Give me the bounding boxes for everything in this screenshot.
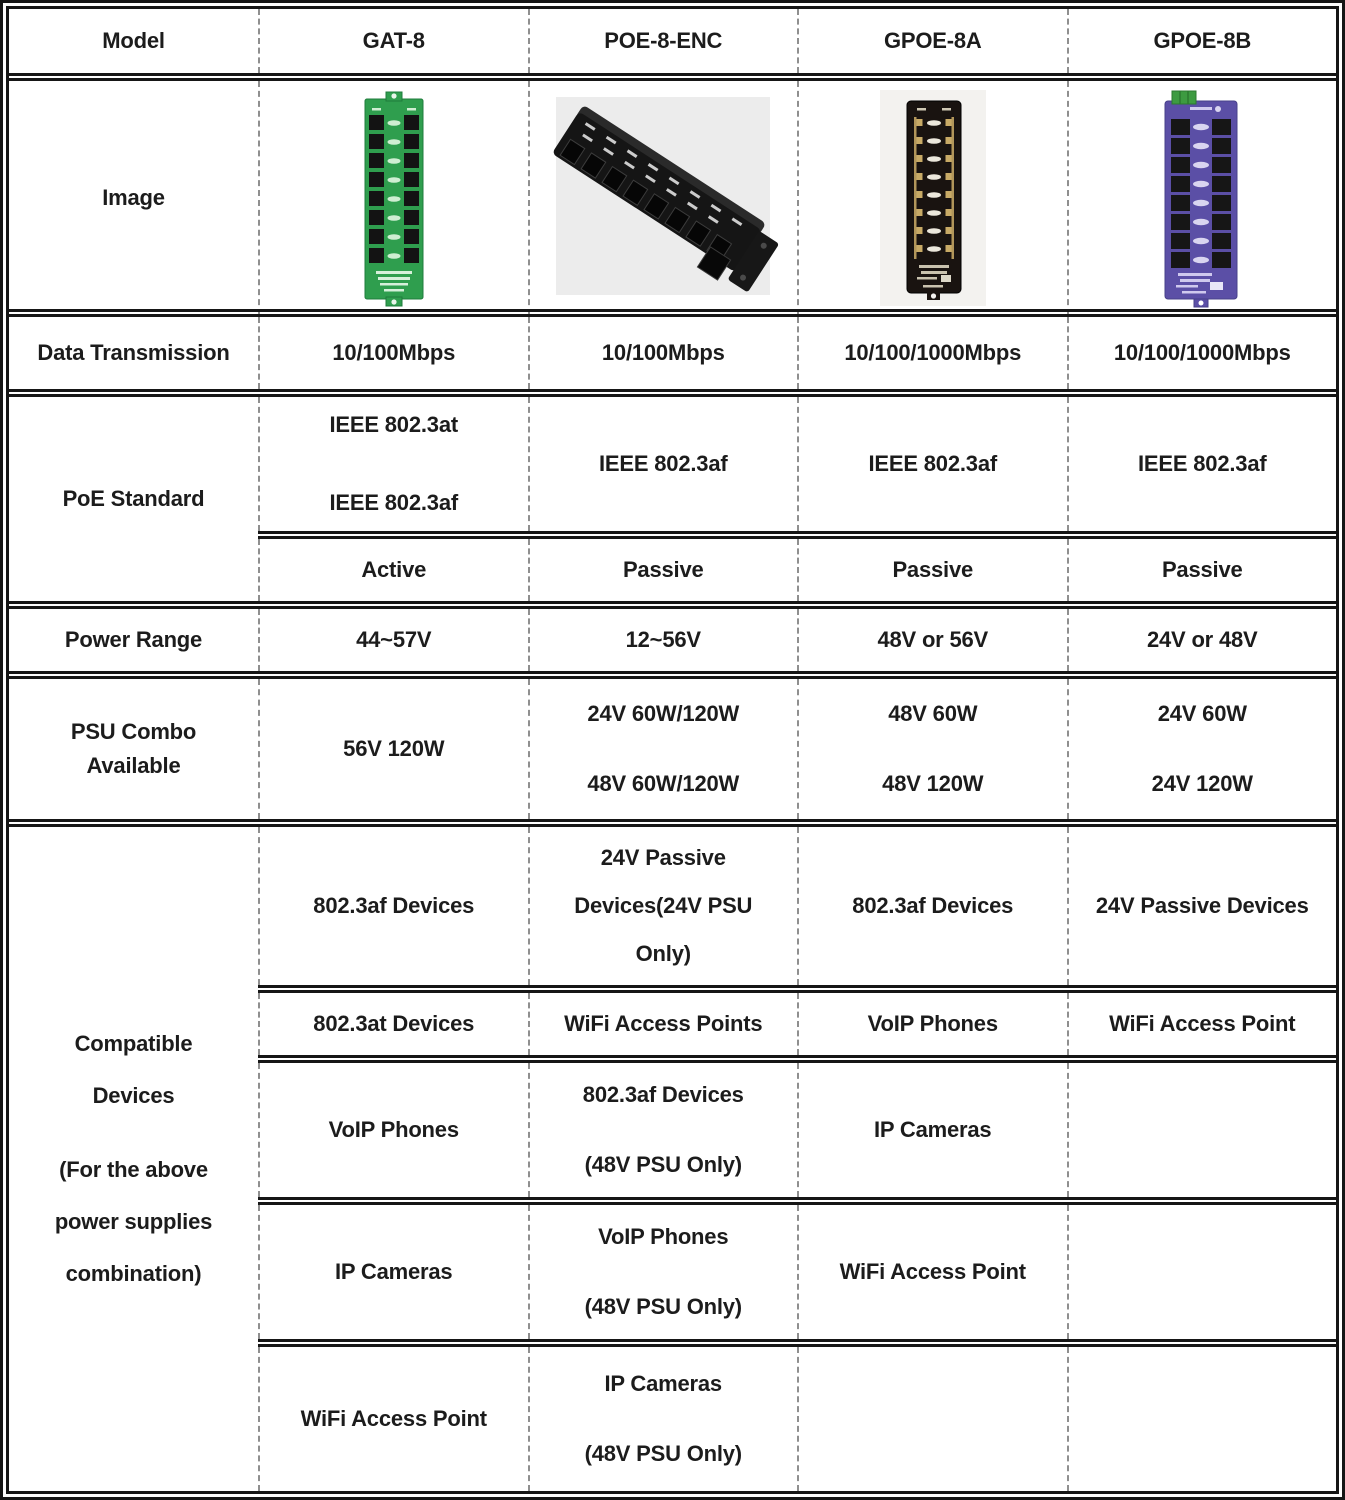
row-divider: [9, 389, 1336, 397]
cell-text: WiFi Access Point: [839, 1259, 1026, 1284]
compatible-5-gpoe8b: [1067, 1347, 1337, 1491]
poe-standard-gpoe8a: [797, 397, 1067, 531]
compatible-2-poe8enc: [528, 993, 798, 1055]
cell-text: 10/100Mbps: [601, 340, 725, 365]
poe-standard-subrow: [258, 397, 1336, 531]
psu-combo-label-line: Available: [86, 753, 181, 778]
row-divider: [9, 819, 1336, 827]
psu-combo-label-cell: [9, 679, 258, 819]
power-range-poe8enc: [528, 609, 798, 671]
cell-text: VoIP Phones: [328, 1117, 459, 1142]
compatible-4-gpoe8a: [797, 1205, 1067, 1339]
cell-text: 24V Passive: [600, 845, 726, 870]
cell-text: 10/100Mbps: [332, 340, 456, 365]
gpoe8a-product-image: [867, 85, 999, 311]
compatible-1-gat8: [258, 827, 528, 985]
row-psu-combo: [9, 679, 1336, 819]
compatible-4-gpoe8b: [1067, 1205, 1337, 1339]
poe-mode-gpoe8a: [797, 539, 1067, 601]
compatible-3-gpoe8a: [797, 1063, 1067, 1197]
row-power-range: [9, 609, 1336, 671]
data-transmission-label-cell: [9, 317, 258, 389]
header-row: [9, 9, 1336, 73]
poe-mode-gat8: [258, 539, 528, 601]
cell-text: VoIP Phones: [867, 1011, 998, 1036]
poe-mode-subrow: [258, 539, 1336, 601]
image-row: [9, 81, 1336, 309]
data-transmission-gpoe8a: [797, 317, 1067, 389]
header-gat8: [258, 9, 528, 73]
poe-mode-poe8enc: [528, 539, 798, 601]
cell-text: 48V 60W/120W: [587, 771, 740, 796]
compatible-2-gat8: [258, 993, 528, 1055]
psu-combo-gat8: [258, 679, 528, 819]
image-cell-gpoe8a: [797, 81, 1067, 315]
compatible-1-poe8enc: [528, 827, 798, 985]
header-model: [9, 9, 258, 73]
psu-combo-poe8enc: [528, 679, 798, 819]
poe-standard-gpoe8b: [1067, 397, 1337, 531]
cell-text: IEEE 802.3af: [868, 451, 997, 476]
compatible-subrow-4: [258, 1205, 1336, 1339]
gat8-product-image: [328, 85, 460, 311]
compatible-label-line: Devices: [92, 1083, 175, 1108]
cell-text: IP Cameras: [874, 1117, 992, 1142]
cell-text: 48V 60W: [888, 701, 978, 726]
cell-text: Passive: [622, 557, 704, 582]
cell-text: 24V Passive Devices: [1095, 893, 1309, 918]
data-transmission-gat8: [258, 317, 528, 389]
image-row-label: Image: [102, 185, 165, 210]
poe-mode-gpoe8b: [1067, 539, 1337, 601]
cell-text: (48V PSU Only): [584, 1441, 742, 1466]
compatible-label-cell: [9, 827, 258, 1491]
cell-text: 48V 120W: [882, 771, 984, 796]
cell-text: Only): [635, 941, 691, 966]
cell-text: Passive: [892, 557, 974, 582]
psu-combo-gpoe8b: [1067, 679, 1337, 819]
cell-text: Active: [361, 557, 427, 582]
compatible-3-poe8enc: [528, 1063, 798, 1197]
header-poe8enc: [528, 9, 798, 73]
row-divider: [9, 601, 1336, 609]
row-divider: [9, 73, 1336, 81]
row-data-transmission: [9, 317, 1336, 389]
compatible-label-line: (For the above: [59, 1157, 208, 1182]
cell-text: 10/100/1000Mbps: [1113, 340, 1291, 365]
compatible-3-gat8: [258, 1063, 528, 1197]
subrow-divider: [258, 1197, 1336, 1205]
subrow-divider: [258, 1055, 1336, 1063]
psu-combo-gpoe8a: [797, 679, 1067, 819]
power-range-label-cell: [9, 609, 258, 671]
compatible-3-gpoe8b: [1067, 1063, 1337, 1197]
compatible-2-gpoe8b: [1067, 993, 1337, 1055]
row-divider: [9, 309, 1336, 317]
compatible-5-gpoe8a: [797, 1347, 1067, 1491]
cell-text: 24V 120W: [1151, 771, 1253, 796]
cell-text: 802.3af Devices: [313, 893, 475, 918]
power-range-gpoe8a: [797, 609, 1067, 671]
poe-standard-gat8: [258, 397, 528, 531]
data-transmission-label: Data Transmission: [37, 340, 230, 365]
cell-text: 56V 120W: [343, 736, 445, 761]
image-cell-poe8enc: [528, 81, 798, 315]
cell-text: 802.3at Devices: [313, 1011, 475, 1036]
header-model-label: Model: [102, 28, 165, 53]
compatible-label-line: power supplies: [54, 1209, 213, 1234]
header-poe8enc-label: POE-8-ENC: [604, 28, 723, 53]
compatible-subrow-1: [258, 827, 1336, 985]
poe-standard-poe8enc: [528, 397, 798, 531]
psu-combo-label-line: PSU Combo: [70, 719, 197, 744]
image-row-label-cell: [9, 81, 258, 315]
compatible-5-gat8: [258, 1347, 528, 1491]
cell-text: IEEE 802.3af: [1138, 451, 1267, 476]
cell-text: IEEE 802.3at: [329, 412, 458, 437]
cell-text: (48V PSU Only): [584, 1152, 742, 1177]
section-compatible-devices: [9, 827, 1336, 1491]
image-cell-gpoe8b: [1067, 81, 1337, 315]
cell-text: 24V 60W/120W: [587, 701, 740, 726]
section-poe-standard: [9, 397, 1336, 601]
cell-text: IEEE 802.3af: [599, 451, 728, 476]
power-range-label: Power Range: [64, 627, 203, 652]
cell-text: 44~57V: [356, 627, 432, 652]
subrow-divider: [258, 985, 1336, 993]
compatible-2-gpoe8a: [797, 993, 1067, 1055]
data-transmission-gpoe8b: [1067, 317, 1337, 389]
header-gpoe8b-label: GPOE-8B: [1153, 28, 1252, 53]
subrow-divider: [258, 1339, 1336, 1347]
cell-text: WiFi Access Points: [564, 1011, 763, 1036]
gpoe8b-product-image: [1132, 83, 1272, 313]
header-gpoe8a: [797, 9, 1067, 73]
poe-standard-label: PoE Standard: [62, 486, 205, 511]
cell-text: 802.3af Devices: [582, 1082, 744, 1107]
compatible-subrow-2: [258, 993, 1336, 1055]
cell-text: 24V 60W: [1157, 701, 1247, 726]
compatible-values: [258, 827, 1336, 1491]
compatible-4-poe8enc: [528, 1205, 798, 1339]
compatible-1-gpoe8b: [1067, 827, 1337, 985]
cell-text: WiFi Access Point: [300, 1406, 487, 1431]
header-gat8-label: GAT-8: [362, 28, 425, 53]
header-gpoe8a-label: GPOE-8A: [883, 28, 982, 53]
cell-text: IP Cameras: [335, 1259, 453, 1284]
data-transmission-poe8enc: [528, 317, 798, 389]
cell-text: VoIP Phones: [598, 1224, 729, 1249]
cell-text: 24V or 48V: [1146, 627, 1258, 652]
compatible-label-line: Compatible: [74, 1031, 193, 1056]
compatible-4-gat8: [258, 1205, 528, 1339]
subrow-divider: [258, 531, 1336, 539]
compatible-5-poe8enc: [528, 1347, 798, 1491]
image-cell-gat8: [258, 81, 528, 315]
compatible-1-gpoe8a: [797, 827, 1067, 985]
row-divider: [9, 671, 1336, 679]
cell-text: Passive: [1161, 557, 1243, 582]
cell-text: IP Cameras: [604, 1371, 722, 1396]
compatible-label-line: combination): [65, 1261, 202, 1286]
cell-text: 12~56V: [625, 627, 701, 652]
cell-text: Devices(24V PSU: [574, 893, 753, 918]
compatible-subrow-5: [258, 1347, 1336, 1491]
compatible-subrow-3: [258, 1063, 1336, 1197]
poe-standard-label-cell: [9, 397, 258, 601]
cell-text: 48V or 56V: [877, 627, 988, 652]
header-gpoe8b: [1067, 9, 1337, 73]
power-range-gpoe8b: [1067, 609, 1337, 671]
cell-text: (48V PSU Only): [584, 1294, 742, 1319]
cell-text: 802.3af Devices: [852, 893, 1014, 918]
poe-standard-values: [258, 397, 1336, 601]
cell-text: IEEE 802.3af: [329, 490, 458, 515]
power-range-gat8: [258, 609, 528, 671]
cell-text: WiFi Access Point: [1109, 1011, 1296, 1036]
poe8enc-product-image: [538, 85, 788, 311]
cell-text: 10/100/1000Mbps: [844, 340, 1022, 365]
